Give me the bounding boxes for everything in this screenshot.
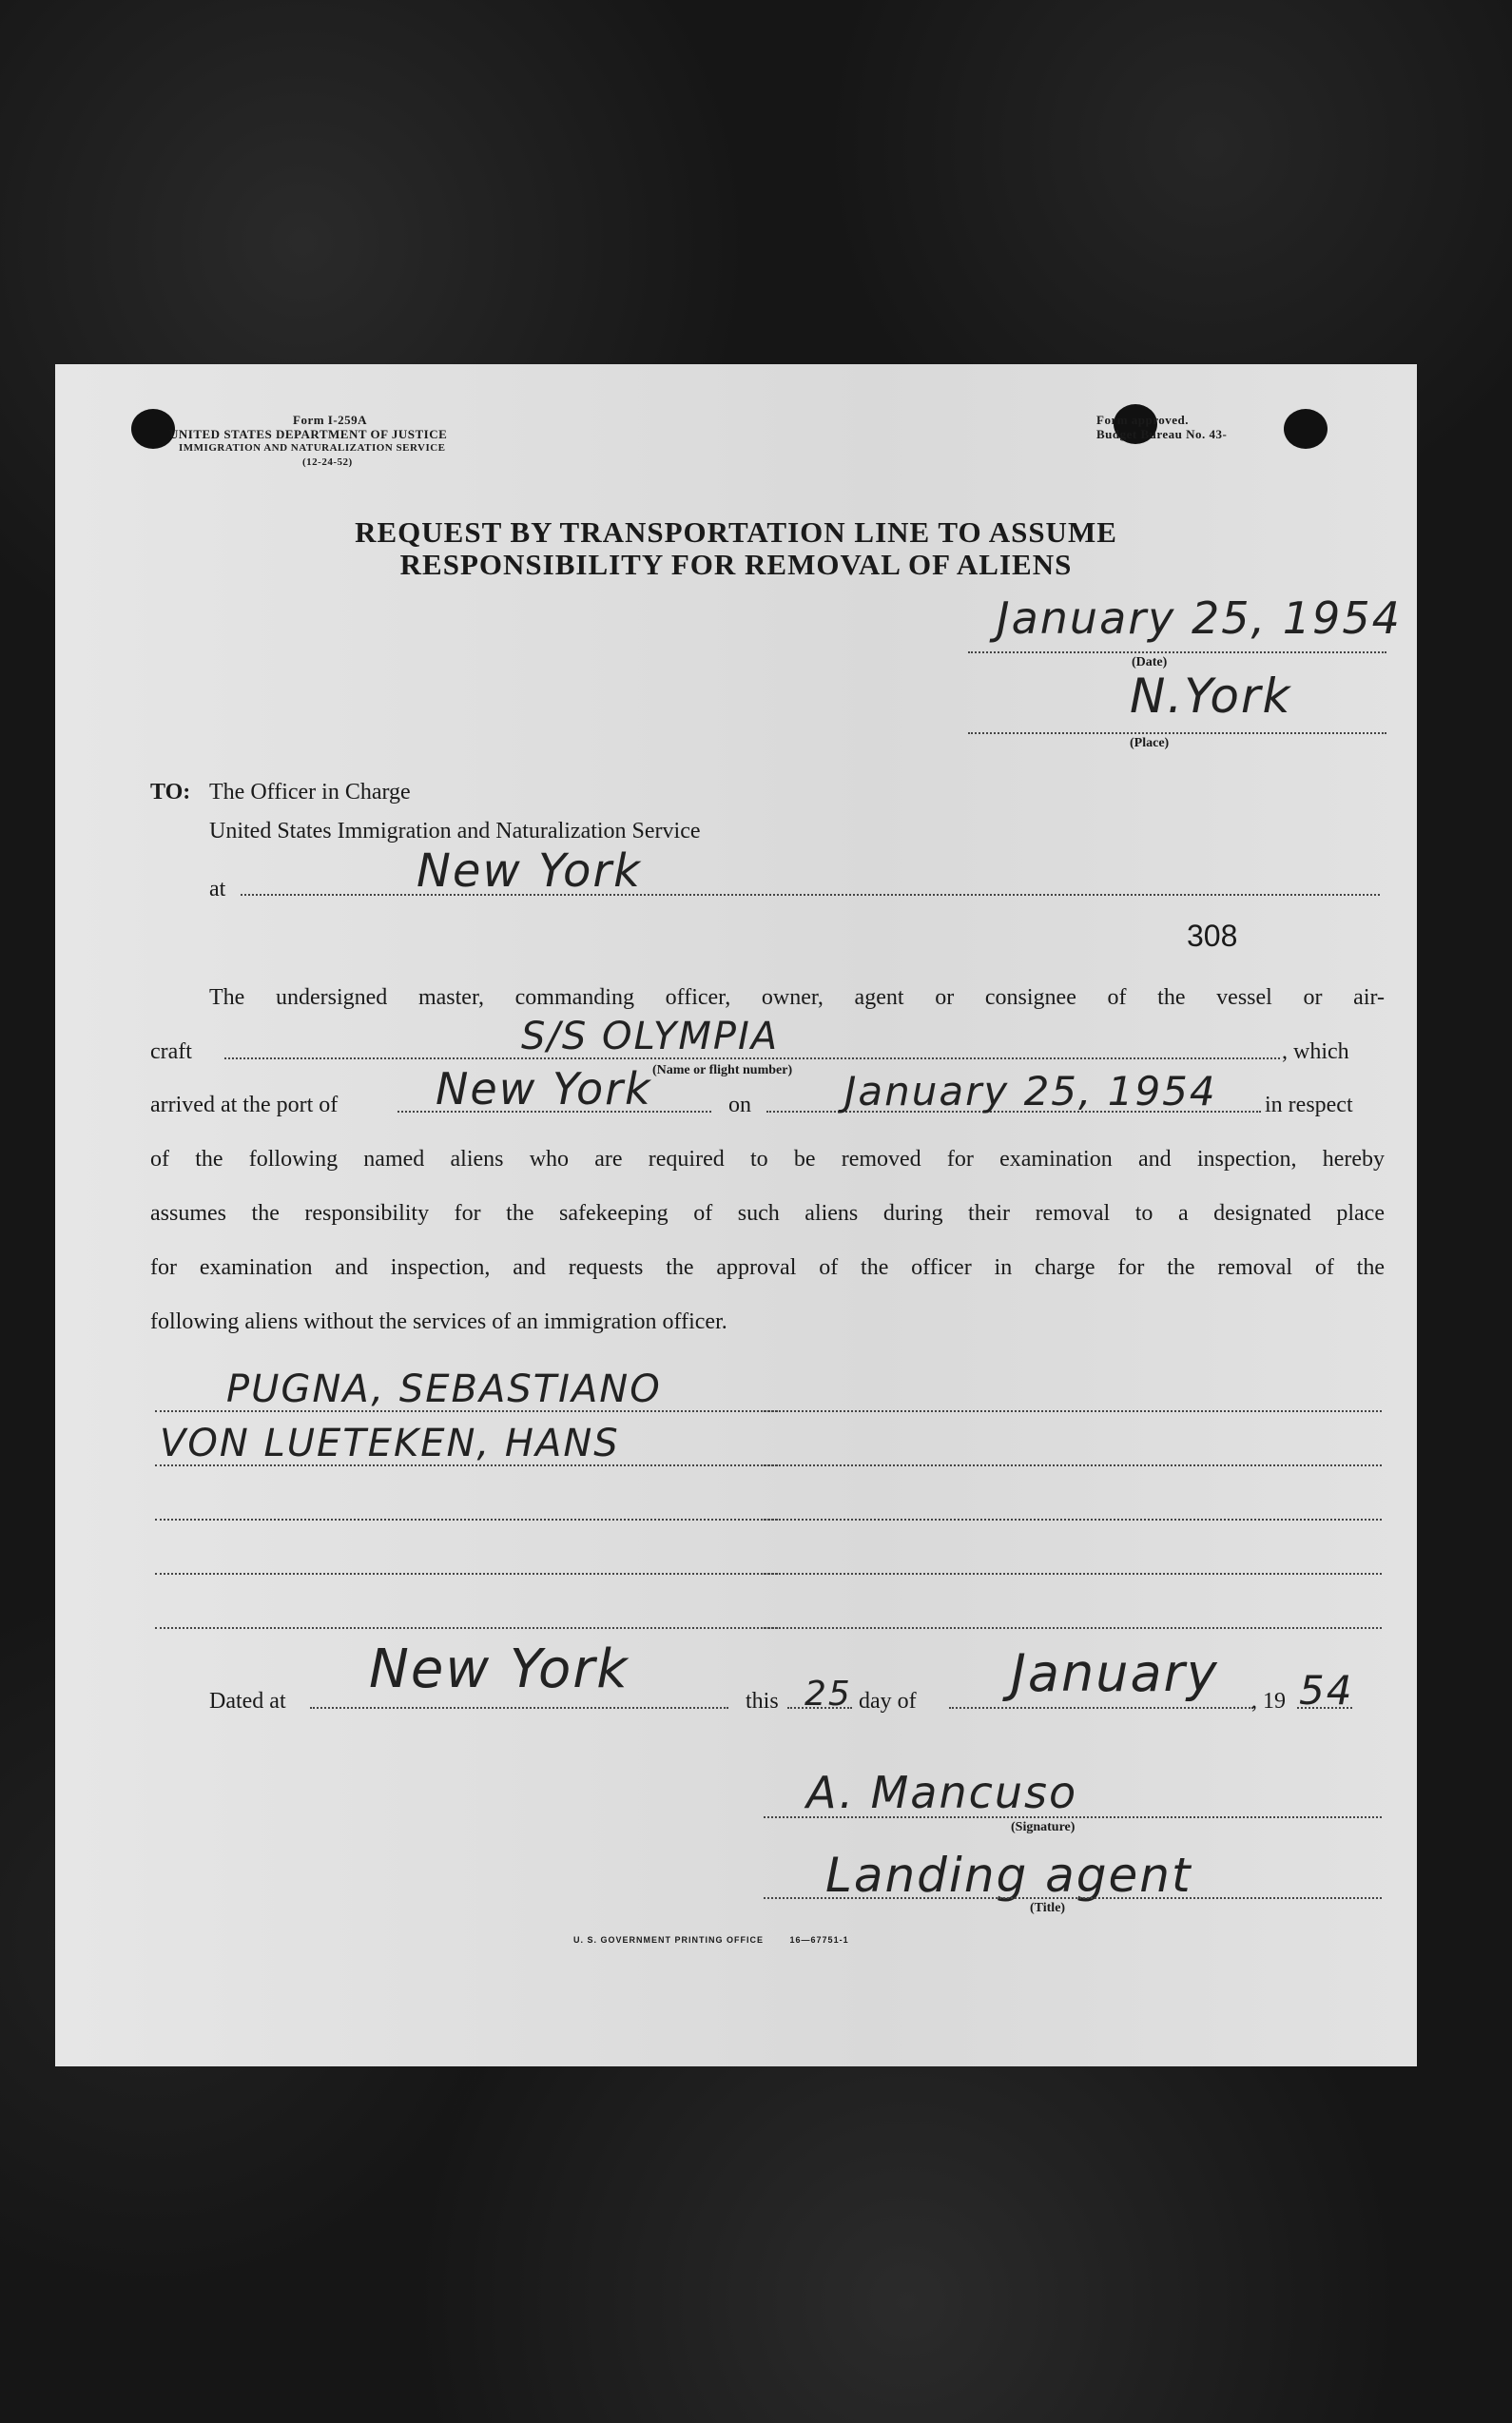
statement-line6: for examination and inspection, and requests the approval of the officer in charge for the removal of the bbox=[150, 1255, 1385, 1280]
month-value: January bbox=[1011, 1643, 1219, 1703]
department-name: UNITED STATES DEPARTMENT OF JUSTICE bbox=[169, 427, 448, 441]
alien-line-5-right bbox=[764, 1627, 1382, 1629]
month-line bbox=[949, 1707, 1253, 1709]
date-caption: (Date) bbox=[1132, 655, 1168, 669]
form-title-line1: REQUEST BY TRANSPORTATION LINE TO ASSUME bbox=[355, 515, 1117, 549]
dated-place-value: New York bbox=[369, 1638, 630, 1700]
form-revision: (12-24-52) bbox=[302, 456, 353, 468]
title-line bbox=[764, 1897, 1382, 1899]
alien-line-4-left bbox=[155, 1573, 778, 1575]
date-line bbox=[968, 651, 1386, 653]
signature-value: A. Mancuso bbox=[806, 1767, 1078, 1818]
file-number: 308 bbox=[1187, 919, 1238, 953]
at-line bbox=[241, 894, 1380, 896]
form-approved: Form approved. bbox=[1096, 413, 1190, 427]
day-of-label: day of bbox=[859, 1689, 917, 1714]
on-label: on bbox=[728, 1093, 751, 1117]
title-caption: (Title) bbox=[1030, 1901, 1066, 1915]
alien-line-3-right bbox=[764, 1519, 1382, 1521]
date-value: January 25, 1954 bbox=[997, 592, 1402, 644]
alien-line-1-right bbox=[764, 1410, 1382, 1412]
which-label: , which bbox=[1282, 1039, 1349, 1064]
signature-caption: (Signature) bbox=[1011, 1820, 1076, 1834]
at-value: New York bbox=[417, 844, 642, 898]
alien-line-2-right bbox=[764, 1464, 1382, 1466]
statement-line7: following aliens without the services of an immigration officer. bbox=[150, 1309, 727, 1334]
signature-line bbox=[764, 1816, 1382, 1818]
statement-line5: assumes the responsibility for the safekeeping of such aliens during their removal to a designated place bbox=[150, 1201, 1385, 1226]
year-value: 54 bbox=[1299, 1667, 1354, 1714]
year-prefix: , 19 bbox=[1251, 1689, 1286, 1714]
printer-name: U. S. GOVERNMENT PRINTING OFFICE bbox=[573, 1935, 765, 1945]
addressee-line1: The Officer in Charge bbox=[209, 780, 411, 804]
dated-place-line bbox=[310, 1707, 728, 1709]
place-value: N.York bbox=[1130, 669, 1292, 724]
statement-line1: The undersigned master, commanding officer, owner, agent or consignee of the vessel or air- bbox=[209, 985, 1385, 1010]
form-number: Form I-259A bbox=[293, 413, 368, 427]
this-label: this bbox=[746, 1689, 779, 1714]
craft-label: craft bbox=[150, 1039, 192, 1064]
port-value: New York bbox=[436, 1063, 652, 1115]
service-name: IMMIGRATION AND NATURALIZATION SERVICE bbox=[179, 442, 446, 454]
dated-at-label: Dated at bbox=[209, 1689, 286, 1714]
craft-caption: (Name or flight number) bbox=[652, 1063, 793, 1077]
form-paper bbox=[55, 364, 1417, 2066]
at-label: at bbox=[209, 877, 226, 901]
budget-bureau-number: Budget Bureau No. 43- bbox=[1096, 427, 1228, 441]
alien-line-5-left bbox=[155, 1627, 778, 1629]
arrival-date-value: January 25, 1954 bbox=[844, 1068, 1217, 1115]
craft-value: S/S OLYMPIA bbox=[521, 1015, 780, 1058]
statement-line4: of the following named aliens who are required to be removed for examination and inspection, hereby bbox=[150, 1147, 1385, 1172]
title-value: Landing agent bbox=[825, 1848, 1192, 1903]
place-line bbox=[968, 732, 1386, 734]
arrived-label: arrived at the port of bbox=[150, 1093, 339, 1117]
alien-name-2: VON LUETEKEN, HANS bbox=[160, 1422, 620, 1465]
alien-name-1: PUGNA, SEBASTIANO bbox=[226, 1367, 662, 1411]
day-value: 25 bbox=[804, 1675, 852, 1714]
punch-hole-right bbox=[1284, 409, 1328, 449]
in-respect-label: in respect bbox=[1265, 1093, 1353, 1117]
to-label: TO: bbox=[150, 780, 191, 804]
place-caption: (Place) bbox=[1130, 736, 1170, 750]
addressee-line2: United States Immigration and Naturalization Service bbox=[209, 819, 701, 843]
alien-line-3-left bbox=[155, 1519, 778, 1521]
printer-code: 16—67751-1 bbox=[789, 1935, 849, 1945]
printer-imprint bbox=[573, 1935, 849, 1945]
alien-line-4-right bbox=[764, 1573, 1382, 1575]
form-title-line2: RESPONSIBILITY FOR REMOVAL OF ALIENS bbox=[399, 548, 1073, 581]
